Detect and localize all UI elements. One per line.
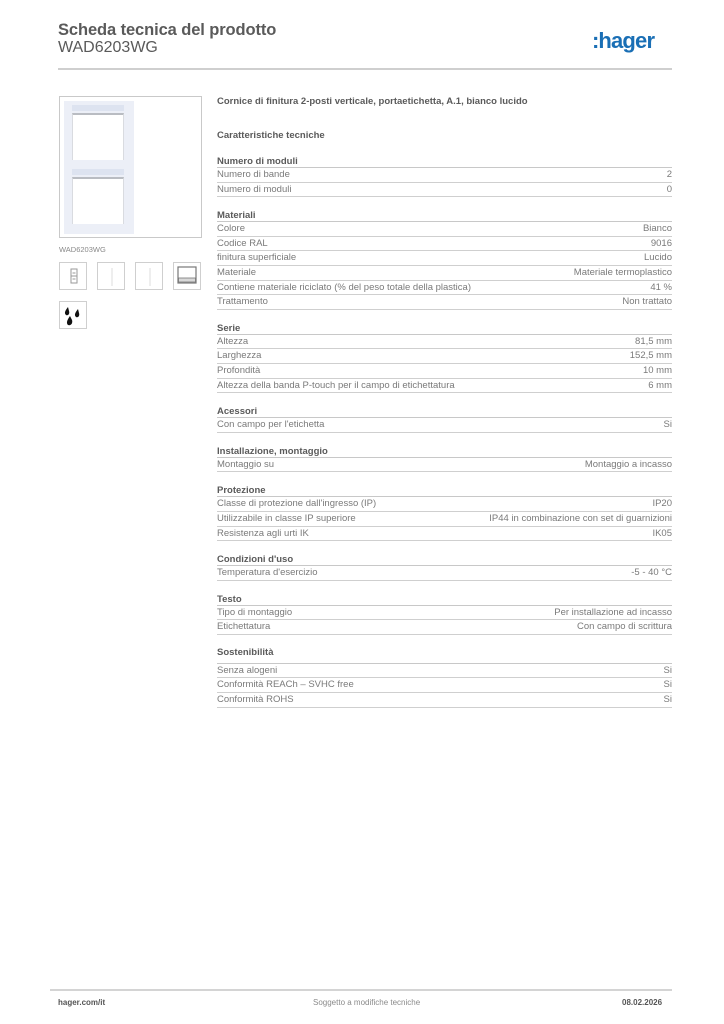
spec-row bbox=[217, 251, 672, 266]
spec-value: 152,5 mm bbox=[629, 350, 672, 362]
label-strip-top bbox=[72, 105, 124, 111]
section-title: Testo bbox=[217, 593, 672, 606]
spec-label: Temperatura d'esercizio bbox=[217, 567, 318, 579]
section-title: Numero di moduli bbox=[217, 155, 672, 168]
spec-value: Montaggio a incasso bbox=[584, 458, 672, 470]
section-title: Protezione bbox=[217, 484, 672, 497]
section-title: Sostenibilità bbox=[217, 647, 672, 664]
spec-row bbox=[217, 281, 672, 296]
spec-value: Con campo di scrittura bbox=[576, 621, 672, 633]
spec-value: Bianco bbox=[642, 223, 672, 235]
footer-divider bbox=[50, 989, 672, 991]
spec-value: IK05 bbox=[652, 527, 672, 539]
section-protezione bbox=[217, 484, 672, 541]
spec-row bbox=[217, 379, 672, 394]
spec-label: Tipo di montaggio bbox=[217, 606, 293, 618]
spec-row bbox=[217, 183, 672, 198]
spec-row bbox=[217, 349, 672, 364]
product-description: Cornice di finitura 2-posti verticale, portaetichetta, A.1, bianco lucido bbox=[217, 96, 528, 107]
module-switch-icon bbox=[59, 262, 87, 290]
spec-value: Si bbox=[663, 694, 672, 706]
product-code: WAD6203WG bbox=[58, 39, 158, 56]
section-sostenibilita bbox=[217, 647, 672, 708]
spec-value: 41 % bbox=[650, 281, 672, 293]
spec-row bbox=[217, 222, 672, 237]
spec-label: Classe di protezione dall'ingresso (IP) bbox=[217, 498, 377, 510]
spec-label: Materiale bbox=[217, 266, 257, 278]
spec-row bbox=[217, 606, 672, 621]
logo-text: hager bbox=[598, 28, 655, 53]
spec-label: Utilizzabile in classe IP superiore bbox=[217, 512, 356, 524]
label-holder-icon bbox=[173, 262, 201, 290]
spec-row bbox=[217, 527, 672, 542]
hager-logo bbox=[592, 28, 654, 54]
spec-row bbox=[217, 168, 672, 183]
section-testo bbox=[217, 593, 672, 635]
footer-website-link[interactable]: hager.com/it bbox=[58, 998, 106, 1007]
spec-value: 0 bbox=[666, 183, 672, 195]
spec-value: Non trattato bbox=[622, 296, 672, 308]
spec-label: Senza alogeni bbox=[217, 664, 278, 676]
spec-row bbox=[217, 620, 672, 635]
header-divider bbox=[58, 68, 672, 70]
spec-row bbox=[217, 237, 672, 252]
section-accessori bbox=[217, 405, 672, 433]
spec-value: Lucido bbox=[644, 252, 672, 264]
spec-content bbox=[217, 96, 672, 708]
spec-value: 81,5 mm bbox=[635, 335, 672, 347]
module-slot-bottom bbox=[72, 177, 124, 224]
spec-label: Conformità REACh – SVHC free bbox=[217, 679, 354, 691]
specs-title: Caratteristiche tecniche bbox=[217, 130, 325, 141]
spec-value: Si bbox=[663, 419, 672, 431]
product-image bbox=[59, 96, 202, 238]
section-title: Acessori bbox=[217, 405, 672, 418]
spec-value: Materiale termoplastico bbox=[573, 266, 672, 278]
vertical-line-icon bbox=[97, 262, 125, 290]
vertical-line-icon bbox=[135, 262, 163, 290]
spec-value: IP20 bbox=[652, 498, 672, 510]
label-strip-bottom bbox=[72, 169, 124, 175]
section-title: Condizioni d'uso bbox=[217, 553, 672, 566]
footer-notice: Soggetto a modifiche tecniche bbox=[313, 998, 421, 1007]
spec-label: Trattamento bbox=[217, 296, 268, 308]
spec-row bbox=[217, 266, 672, 281]
spec-row bbox=[217, 458, 672, 473]
spec-label: Altezza bbox=[217, 335, 249, 347]
spec-value: 9016 bbox=[650, 237, 672, 249]
section-title: Serie bbox=[217, 322, 672, 335]
spec-row bbox=[217, 664, 672, 679]
spec-label: Con campo per l'etichetta bbox=[217, 419, 325, 431]
water-drops-icon bbox=[59, 301, 87, 329]
frame-illustration bbox=[64, 101, 134, 234]
logo-colon: : bbox=[592, 28, 599, 53]
spec-label: Resistenza agli urti IK bbox=[217, 527, 309, 539]
spec-label: Numero di moduli bbox=[217, 183, 292, 195]
spec-label: Colore bbox=[217, 223, 245, 235]
section-title: Installazione, montaggio bbox=[217, 445, 672, 458]
spec-label: Altezza della banda P-touch per il campo di etichettatura bbox=[217, 379, 455, 391]
spec-value: 6 mm bbox=[648, 379, 672, 391]
spec-label: Conformità ROHS bbox=[217, 694, 294, 706]
spec-value: -5 - 40 °C bbox=[631, 567, 672, 579]
spec-row bbox=[217, 693, 672, 708]
section-condizioni-uso bbox=[217, 553, 672, 581]
spec-value: IP44 in combinazione con set di guarnizioni bbox=[489, 512, 672, 524]
footer-date: 08.02.2026 bbox=[622, 998, 663, 1007]
section-numero-moduli bbox=[217, 155, 672, 197]
spec-row bbox=[217, 364, 672, 379]
spec-value: 2 bbox=[666, 169, 672, 180]
spec-label: Montaggio su bbox=[217, 458, 275, 470]
spec-label: Larghezza bbox=[217, 350, 262, 362]
spec-row bbox=[217, 418, 672, 433]
spec-label: Codice RAL bbox=[217, 237, 268, 249]
spec-row bbox=[217, 335, 672, 350]
spec-label: finitura superficiale bbox=[217, 252, 297, 264]
section-materiali bbox=[217, 209, 672, 310]
image-caption: WAD6203WG bbox=[59, 245, 106, 254]
spec-row bbox=[217, 566, 672, 581]
spec-label: Contiene materiale riciclato (% del peso totale della plastica) bbox=[217, 281, 471, 293]
spec-row bbox=[217, 497, 672, 512]
spec-row bbox=[217, 512, 672, 527]
page-title: Scheda tecnica del prodotto bbox=[58, 21, 277, 39]
section-title: Materiali bbox=[217, 209, 672, 222]
spec-label: Profondità bbox=[217, 364, 261, 376]
spec-row bbox=[217, 678, 672, 693]
spec-label: Numero di bande bbox=[217, 169, 290, 180]
section-serie bbox=[217, 322, 672, 393]
spec-value: Per installazione ad incasso bbox=[554, 606, 672, 618]
spec-row bbox=[217, 295, 672, 310]
section-installazione bbox=[217, 445, 672, 473]
spec-value: 10 mm bbox=[642, 364, 672, 376]
spec-value: Si bbox=[663, 664, 672, 676]
spec-value: Si bbox=[663, 679, 672, 691]
spec-label: Etichettatura bbox=[217, 621, 271, 633]
module-slot-top bbox=[72, 113, 124, 160]
